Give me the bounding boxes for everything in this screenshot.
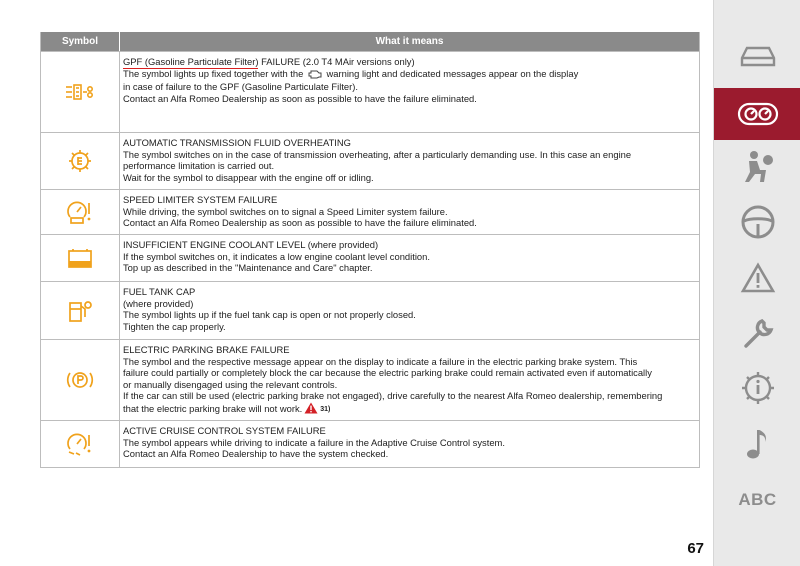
reference-number: 31) — [320, 405, 331, 413]
sidebar-item-emergency[interactable] — [714, 252, 800, 304]
row-title: SPEED LIMITER SYSTEM FAILURE — [123, 194, 278, 205]
warning-lights-table — [40, 32, 700, 468]
table-row — [41, 51, 699, 132]
table-row — [41, 132, 699, 189]
row-text: Contact an Alfa Romeo Dealership as soon as possible to have the failure eliminated. — [123, 217, 477, 228]
row-text: Tighten the cap properly. — [123, 320, 226, 332]
gpf-underlined-title: GPF (Gasoline Particulate Filter) — [123, 56, 259, 67]
row-text: (where provided) — [123, 297, 194, 309]
row-title: GPF (Gasoline Particulate Filter) FAILURE (2.0 T4 MAir versions only) — [123, 56, 415, 67]
row-text: If the symbol switches on, it indicates a low engine coolant level condition. — [123, 250, 430, 262]
wrench-icon — [740, 316, 776, 352]
gpf-filter-icon — [41, 52, 120, 132]
sidebar-item-car[interactable] — [714, 30, 800, 82]
row-text: in case of failure to the GPF (Gasoline Particulate Filter). — [123, 81, 358, 92]
dashboard-gauges-icon — [737, 101, 779, 127]
airbag-safety-icon — [740, 148, 776, 184]
row-description — [120, 282, 699, 339]
row-text: failure could partially or completely block the car because the electric parking brake could remain activated even if automatically — [123, 367, 652, 378]
row-description — [120, 133, 699, 189]
row-title: AUTOMATIC TRANSMISSION FLUID OVERHEATING — [123, 137, 351, 148]
sidebar-item-safety[interactable] — [714, 140, 800, 192]
table-row — [41, 234, 699, 281]
table-row — [41, 189, 699, 234]
row-text: While driving, the symbol switches on to signal a Speed Limiter system failure. — [123, 205, 448, 217]
row-text: The symbol lights up if the fuel tank cap is open or not properly closed. — [123, 309, 416, 320]
row-text: If the car can still be used (electric parking brake not engaged), drive carefully to the nearest Alfa Romeo dealership, remembering — [123, 390, 663, 401]
sidebar-item-index[interactable] — [714, 474, 800, 526]
row-text: The symbol appears while driving to indicate a failure in the Adaptive Cruise Control system. — [123, 436, 505, 448]
row-title: ELECTRIC PARKING BRAKE FAILURE — [123, 344, 290, 355]
row-text: Contact an Alfa Romeo Dealership to have the system checked. — [123, 448, 389, 459]
header-meaning: What it means — [375, 36, 444, 47]
parking-brake-failure-icon — [41, 340, 120, 420]
row-title: INSUFFICIENT ENGINE COOLANT LEVEL (where provided) — [123, 239, 379, 250]
row-text: Contact an Alfa Romeo Dealership as soon as possible to have the failure eliminated. — [123, 92, 477, 104]
sidebar-item-technical-data[interactable] — [714, 362, 800, 414]
info-gear-icon — [740, 370, 776, 406]
row-description — [120, 190, 699, 234]
car-icon — [738, 42, 778, 70]
table-row — [41, 281, 699, 339]
table-row — [41, 420, 699, 467]
table-header — [41, 32, 699, 51]
sidebar-item-dashboard[interactable] — [714, 88, 800, 140]
row-description — [120, 421, 699, 467]
row-text: The symbol switches on in the case of transmission overheating, after a particularly demanding use. In this case an engine — [123, 148, 632, 160]
coolant-level-icon — [41, 235, 120, 281]
row-title: FUEL TANK CAP — [123, 286, 196, 297]
warning-triangle-icon — [304, 402, 318, 417]
row-text: Top up as described in the "Maintenance and Care" chapter. — [123, 262, 373, 273]
row-text: The symbol and the respective message appear on the display to indicate a failure in the electric parking brake system. This — [123, 355, 638, 367]
engine-warning-icon — [308, 70, 322, 82]
row-title: ACTIVE CRUISE CONTROL SYSTEM FAILURE — [123, 425, 326, 436]
row-text: Wait for the symbol to disappear with the engine off or idling. — [123, 171, 374, 183]
music-note-icon — [743, 426, 773, 462]
fuel-cap-icon — [41, 282, 120, 339]
row-description — [120, 52, 699, 132]
sidebar-item-starting-driving[interactable] — [714, 196, 800, 248]
row-text: or manually disengaged using the relevant controls. — [123, 378, 338, 390]
header-symbol: Symbol — [41, 32, 120, 51]
row-description — [120, 235, 699, 281]
sidebar-item-multimedia[interactable] — [714, 418, 800, 470]
steering-wheel-icon — [740, 204, 776, 240]
table-row — [41, 339, 699, 420]
abc-index-icon: ABC — [738, 490, 777, 509]
cruise-control-failure-icon — [41, 421, 120, 467]
chapter-sidebar — [713, 0, 800, 566]
speed-limiter-failure-icon — [41, 190, 120, 234]
warning-triangle-icon — [740, 262, 776, 294]
row-description — [120, 340, 699, 420]
transmission-temperature-icon — [41, 133, 120, 189]
row-text: performance limitation is carried out. — [123, 160, 275, 171]
row-text: The symbol lights up fixed together with the warning light and dedicated messages appear on the display — [123, 68, 693, 82]
row-text: that the electric parking brake will not work. 31) — [123, 402, 693, 417]
page-number: 67 — [687, 540, 704, 557]
sidebar-item-maintenance[interactable] — [714, 308, 800, 360]
